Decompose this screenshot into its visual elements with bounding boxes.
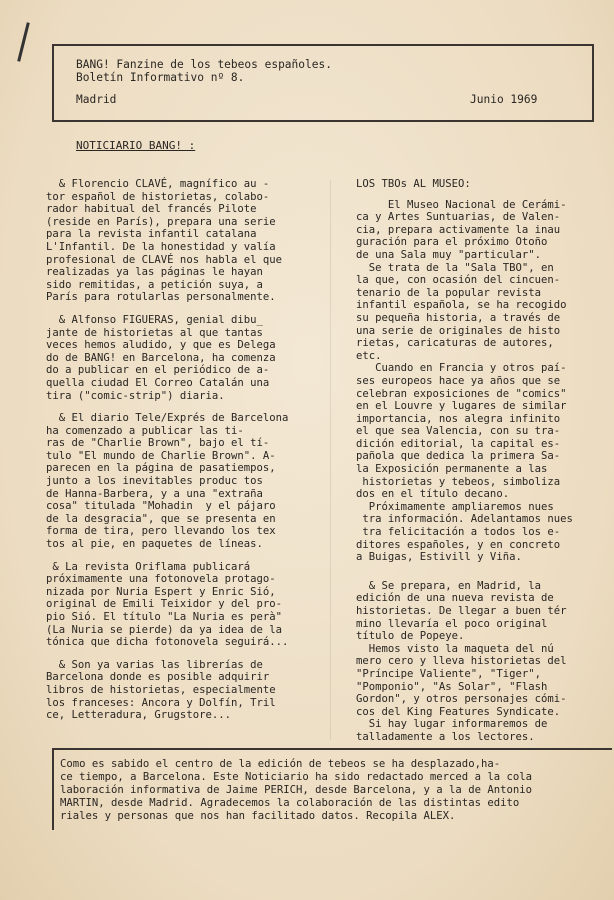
news-item-tele-expres: & El diario Tele/Exprés de Barcelona ha comenzado a publicar las ti- ras de "Charlie Brown", bajo el tí- tulo "El mundo de Charlie Brown". A- parecen en la página de pasatiempos, junto a los inevitables produc tos de Hanna-Barbera, y a una "extraña cosa" titulada "Mohadin y el pájaro de la desgracia", que se presenta en forma de tira, pero llevando los tex tos al pie, en paquetes de líneas. — [46, 412, 289, 551]
news-item-figueras: & Alfonso FIGUERAS, genial dibu_ jante de historietas al que tantas veces hemos aludido, y que es Delega do de BANG! en Barcelona, ha comenza do a publicar en el periódico de a- quella ciudad El Correo Catalán una tira ("comic-strip") diaria. — [46, 313, 276, 402]
header-date: Junio 1969 — [470, 93, 538, 106]
header-title: BANG! Fanzine de los tebeos españoles. — [76, 58, 332, 71]
news-item-popeye: & Se prepara, en Madrid, la edición de una nueva revista de historietas. De llegar a buen tér mino llevaría el poco original título de Popeye. Hemos visto la maqueta del nú mero cero y lleva historietas del "Príncipe Valiente", "Tiger", "Pomponio", "As Solar", "Flash Gordon", y otros personajes cómi- cos del King Features Syndicate. Si hay lugar informaremos de talladamente a los lectores. — [356, 579, 567, 743]
header-subtitle: Boletín Informativo nº 8. — [76, 71, 245, 84]
right-column — [356, 178, 606, 744]
column-divider — [330, 180, 331, 740]
right-section-title: LOS TBOs AL MUSEO: — [356, 178, 471, 190]
left-column — [46, 178, 334, 722]
news-item-clave: & Florencio CLAVÉ, magnífico au - tor español de historietas, colabo- rador habitual del francés Pilote (reside en París), prepara una serie para la revista infantil catalana L'Infantil. De la honestidad y valía profesional de CLAVÉ nos habla el que realizadas ya las páginas le hayan sido remitidas, a petición suya, a París para rotularlas personalmente. — [46, 178, 282, 304]
header-city: Madrid — [76, 93, 117, 106]
news-item-librerias: & Son ya varias las librerías de Barcelona donde es posible adquirir libros de historietas, especialmente los franceses: Ancora y Dolfín, Tril ce, Letteradura, Grugstore... — [46, 658, 276, 722]
pen-mark — [17, 22, 30, 62]
section-title: NOTICIARIO BANG! : — [76, 139, 196, 152]
news-item-museo: El Museo Nacional de Cerámi- ca y Artes Suntuarias, de Valen- cia, prepara activamente la inau guración para el próximo Otoño de una Sala muy "particular". Se trata de la "Sala TBO", en la que, con ocasión del cincuen- tenario de la popular revista infantil española, se ha recogido su pequeña historia, a través de una serie de originales de histo rietas, caricaturas de autores, etc. Cuando en Francia y otros paí- ses europeos hace ya años que se celebran exposiciones de "comics" en el Louvre y lugares de similar importancia, nos alegra infinito el que sea Valencia, con su tra- dición editorial, la capital es- pañola que dedica la primera Sa- la Exposición permanente a las historietas y tebeos, simboliza dos en el título decano. Próximamente ampliaremos nues tra información. Adelantamos nues tra felicitación a todos los e- ditores españoles, y en concreto a Buigas, Estivill y Viña. — [356, 198, 573, 564]
news-item-oriflama: & La revista Oriflama publicará próximamente una fotonovela protago- nizada por Nuria Espert y Enric Sió, original de Emili Teixidor y del pro- pio Sió. El título "La Nuria es perà" (La Nuria se pierde) da ya idea de la tónica que dicha fotonovela seguirá... — [46, 560, 289, 649]
footer-note: Como es sabido el centro de la edición de tebeos se ha desplazado,ha- ce tiempo, a Barcelona. Este Noticiario ha sido redactado merced a la cola laboración informativa de Jaime PERICH, desde Barcelona, y a la de Antonio MARTIN, desde Madrid. Agradecemos la colaboración de las distintas edito riales y personas que nos han facilitado datos. Recopila ALEX. — [60, 758, 532, 822]
